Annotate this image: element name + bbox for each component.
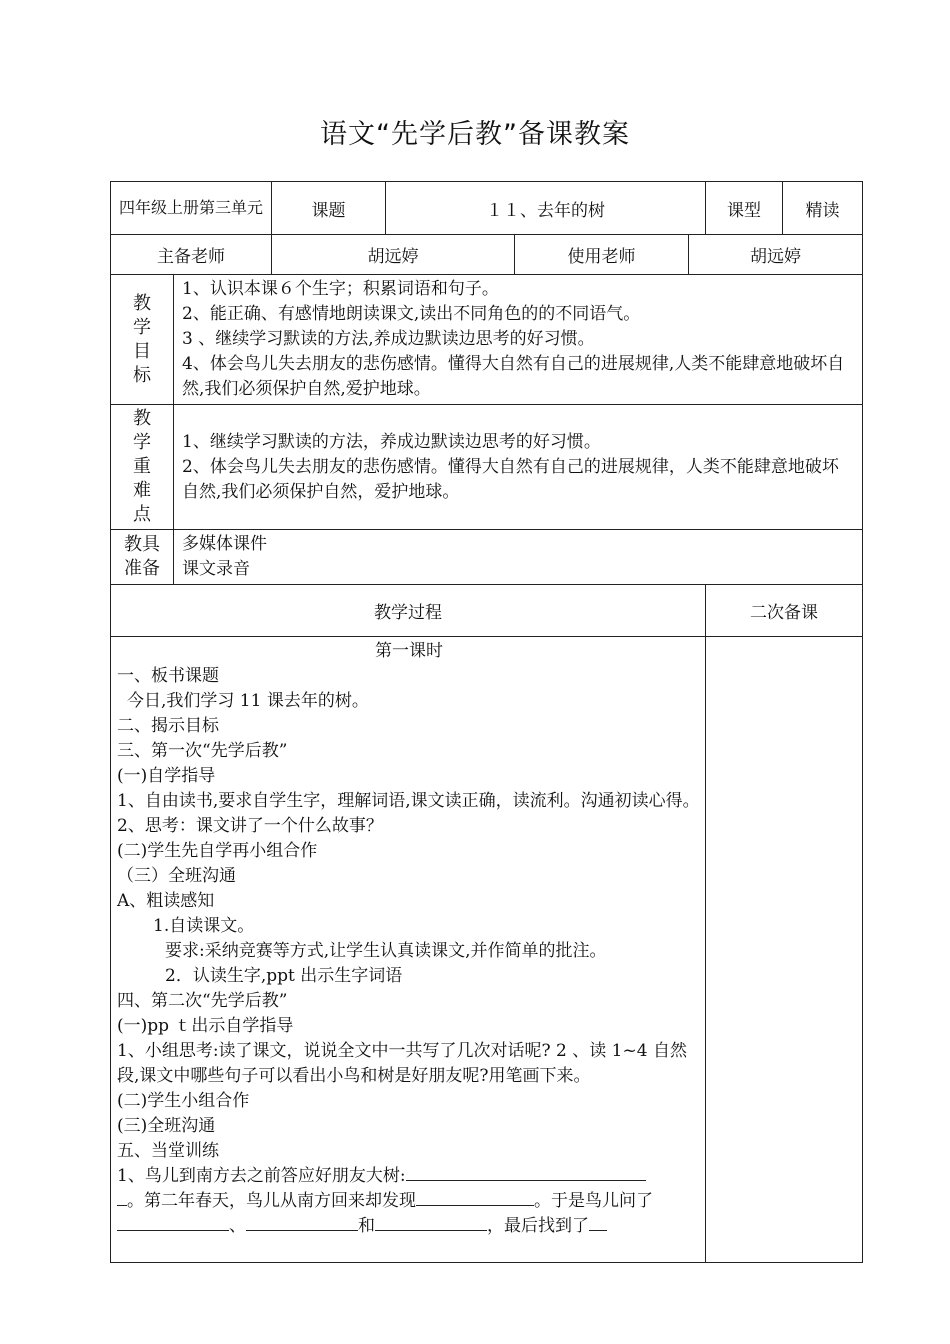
exercise-text: 、 xyxy=(229,1216,246,1236)
answer-blank[interactable] xyxy=(406,1164,646,1181)
answer-blank[interactable] xyxy=(117,1189,127,1206)
process-line: 要求:采纳竞赛等方式,让学生认真读课文,并作简单的批注。 xyxy=(165,941,607,961)
process-header: 教学过程 xyxy=(111,585,706,637)
type-value: 精读 xyxy=(783,182,863,235)
process-row xyxy=(111,637,863,1263)
goals-row xyxy=(111,275,863,405)
answer-blank[interactable] xyxy=(416,1189,534,1206)
key-points-label xyxy=(111,405,174,530)
use-teacher-label: 使用老师 xyxy=(515,235,689,275)
section-heading: 三、第一次“先学后教” xyxy=(117,741,288,761)
header-row-1 xyxy=(111,182,863,235)
type-label: 课型 xyxy=(706,182,783,235)
process-line: A、粗读感知 xyxy=(117,891,215,911)
section-heading: 二、揭示目标 xyxy=(117,716,219,736)
material-line: 多媒体课件 xyxy=(182,534,267,554)
process-line: 今日,我们学习 11 课去年的树。 xyxy=(127,691,369,711)
process-line: (二)学生小组合作 xyxy=(117,1091,250,1111)
answer-blank[interactable] xyxy=(117,1214,229,1231)
section-heading: 一、板书课题 xyxy=(117,666,219,686)
process-content xyxy=(111,637,706,1263)
process-line: 1.自读课文。 xyxy=(153,916,255,936)
exercise-text: 。于是鸟儿问了 xyxy=(534,1191,653,1211)
exercise-text: ，最后找到了 xyxy=(487,1216,589,1236)
key-point-line: 2、体会鸟儿失去朋友的悲伤感情。懂得大自然有自己的进展规律，人类不能肆意地破坏自然,我们必须保护自然，爱护地球。 xyxy=(182,456,839,502)
materials-content xyxy=(174,530,863,585)
process-line: （三）全班沟通 xyxy=(117,866,236,886)
header-row-2 xyxy=(111,235,863,275)
materials-label-text: 教具准备 xyxy=(124,534,160,579)
main-teacher-label: 主备老师 xyxy=(111,235,272,275)
key-point-line: 1、继续学习默读的方法，养成边默读边思考的好习惯。 xyxy=(182,431,601,452)
goal-line: 2、能正确、有感情地朗读课文,读出不同角色的的不同语气。 xyxy=(182,304,641,324)
exercise-text: 和 xyxy=(358,1216,375,1236)
session-title: 第一课时 xyxy=(375,641,443,661)
process-header-row xyxy=(111,585,863,637)
goals-label-text: 教学目标 xyxy=(133,292,151,386)
goal-line: 3 、继续学习默读的方法,养成边默读边思考的好习惯。 xyxy=(182,329,595,349)
goal-line: 4、体会鸟儿失去朋友的悲伤感情。懂得大自然有自己的进展规律,人类不能肆意地破坏自然,我们必须保护自然,爱护地球。 xyxy=(182,354,845,399)
answer-blank[interactable] xyxy=(589,1214,607,1231)
exercise-text: 1、鸟儿到南方去之前答应好朋友大树: xyxy=(117,1166,406,1186)
lesson-plan-table xyxy=(110,181,863,1263)
key-points-content xyxy=(174,405,863,530)
topic-value: １１、去年的树 xyxy=(386,182,706,235)
answer-blank[interactable] xyxy=(246,1214,358,1231)
goals-content xyxy=(174,275,863,405)
process-line: (三)全班沟通 xyxy=(117,1116,216,1136)
exercise-text: 。第二年春天，鸟儿从南方回来却发现 xyxy=(127,1191,416,1211)
process-line: (一)自学指导 xyxy=(117,766,216,786)
main-teacher-value: 胡远婷 xyxy=(272,235,515,275)
key-points-row xyxy=(111,405,863,530)
process-line: 2．认读生字,ppt 出示生字词语 xyxy=(165,966,403,986)
second-prep-header: 二次备课 xyxy=(706,585,863,637)
topic-label: 课题 xyxy=(272,182,386,235)
page-title: 语文“先学后教”备课教案 xyxy=(320,119,630,150)
section-heading: 五、当堂训练 xyxy=(117,1141,219,1161)
second-prep-content xyxy=(706,637,863,1263)
answer-blank[interactable] xyxy=(375,1214,487,1231)
materials-row xyxy=(111,530,863,585)
section-heading: 四、第二次“先学后教” xyxy=(117,991,288,1011)
process-line: 2、思考：课文讲了一个什么故事？ xyxy=(117,816,383,836)
material-line: 课文录音 xyxy=(182,559,250,579)
use-teacher-value: 胡远婷 xyxy=(689,235,863,275)
exercise-line xyxy=(117,1164,701,1239)
goal-line: 1、认识本课６个生字；积累词语和句子。 xyxy=(182,279,499,299)
process-line: (一)pp ｔ出示自学指导 xyxy=(117,1016,294,1036)
goals-label xyxy=(111,275,174,405)
process-line: (二)学生先自学再小组合作 xyxy=(117,841,318,861)
key-points-label-text: 教学重难点 xyxy=(133,408,151,525)
process-line: 1、自由读书,要求自学生字，理解词语,课文读正确，读流利。沟通初读心得。 xyxy=(117,791,700,811)
grade-unit-cell: 四年级上册第三单元 xyxy=(111,182,272,235)
process-line: 1、小组思考:读了课文，说说全文中一共写了几次对话呢? 2 、读 1~4 自然段,课文中哪些句子可以看出小鸟和树是好朋友呢?用笔画下来。 xyxy=(117,1041,687,1086)
materials-label xyxy=(111,530,174,585)
